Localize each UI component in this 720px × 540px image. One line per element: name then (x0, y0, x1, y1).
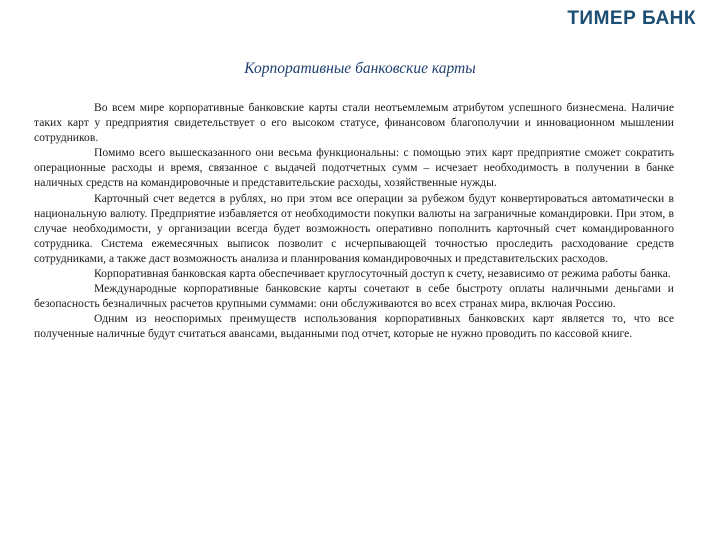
paragraph: Международные корпоративные банковские карты сочетают в себе быстроту оплаты наличными деньгами и безопасность безналичных расчетов крупными суммами: они обслуживаются во всех странах мира, включая Россию. (34, 282, 674, 311)
paragraph: Помимо всего вышесказанного они весьма функциональны: с помощью этих карт предприятие сможет сократить операционные расходы и время, связанное с выдачей подотчетных сумм – исчезает необходимость в получении в банке наличных средств на командировочные и представительские расходы, хозяйственные нужды. (34, 146, 674, 190)
paragraph: Одним из неоспоримых преимуществ использования корпоративных банковских карт является то, что все полученные наличные будут считаться авансами, выданными под отчет, которые не нужно проводить по кассовой книге. (34, 312, 674, 341)
document-body (34, 100, 674, 342)
bank-logo: ТИМЕР БАНК (567, 8, 696, 29)
paragraph: Карточный счет ведется в рублях, но при этом все операции за рубежом будут конвертироваться автоматически в национальную валюту. Предприятие избавляется от необходимости покупки валюты на заграничные командировки. При этом, в случае необходимости, у организации всегда будет возможность оперативно пополнить карточный счет командированного сотрудника. Система ежемесячных выписок позволит с исчерпывающей точностью проследить расходование средств сотрудниками, а также даст возможность анализа и планирования командировочных и представительских расходов. (34, 191, 674, 265)
page-title: Корпоративные банковские карты (244, 60, 476, 77)
paragraph: Во всем мире корпоративные банковские карты стали неотъемлемым атрибутом успешного бизнесмена. Наличие таких карт у предприятия свидетельствует о его высоком статусе, финансовом благополучии и инновационном мышлении сотрудников. (34, 101, 674, 145)
paragraph: Корпоративная банковская карта обеспечивает круглосуточный доступ к счету, независимо от режима работы банка. (94, 267, 671, 281)
